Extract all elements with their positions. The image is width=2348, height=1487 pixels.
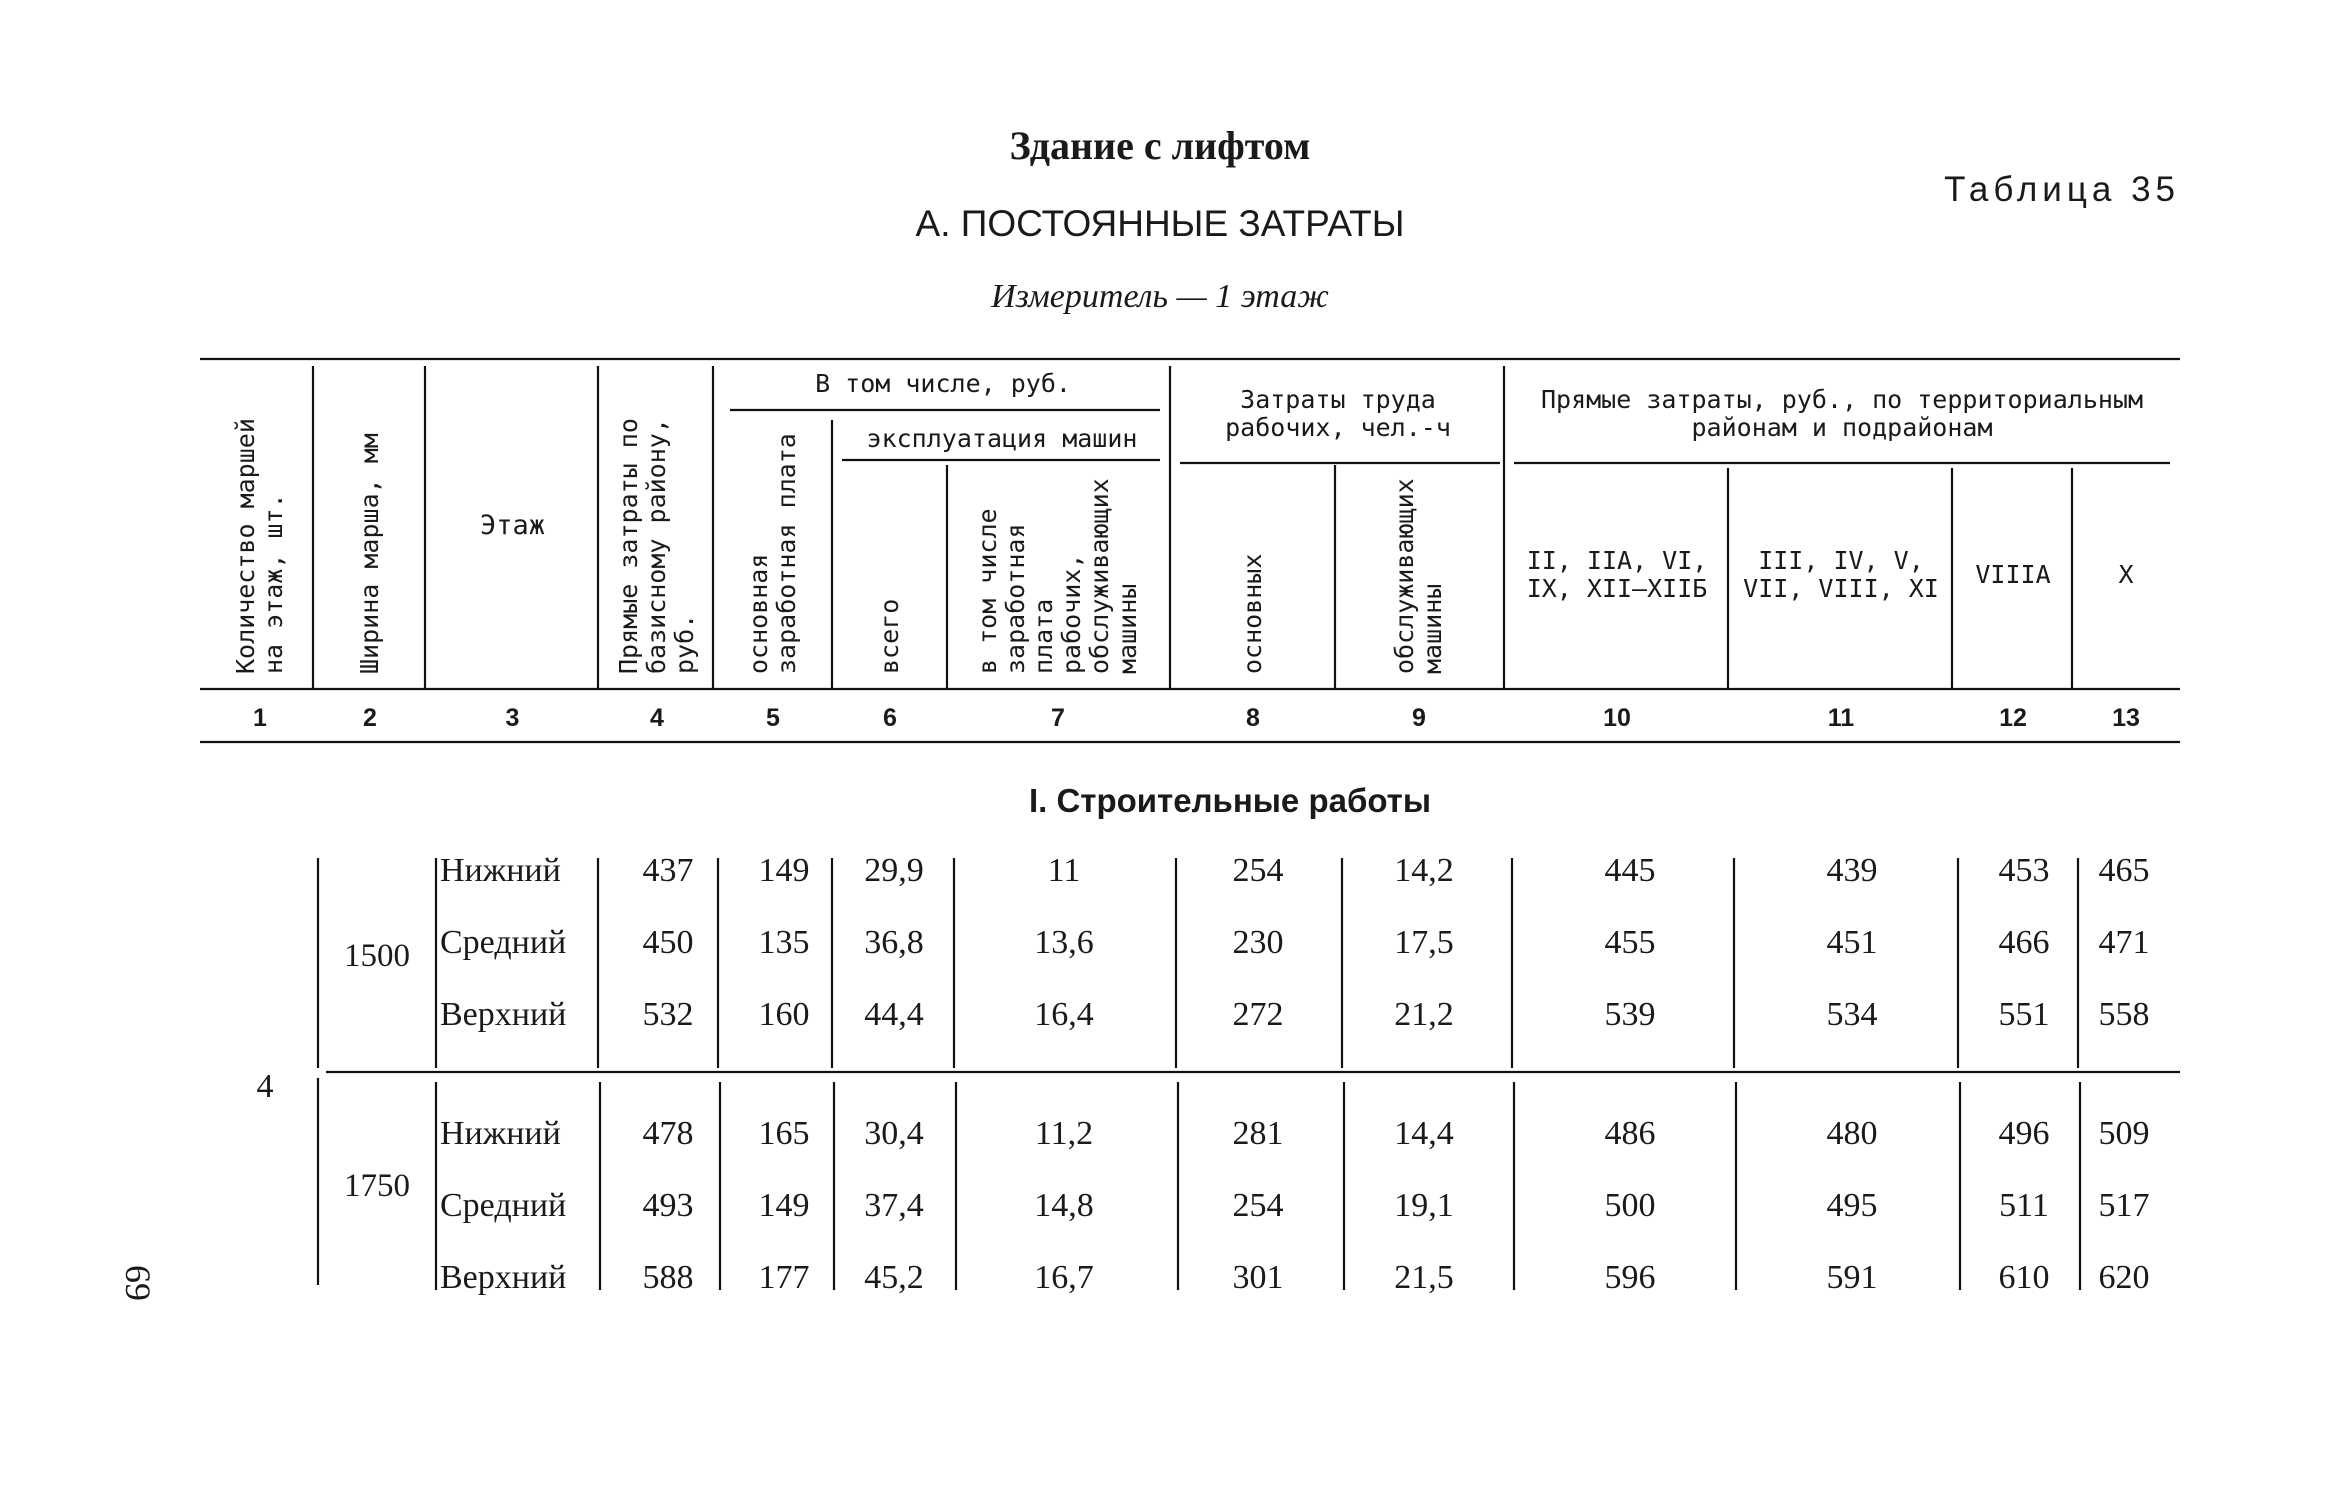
cell-base-cost: 437 <box>642 852 694 889</box>
cell-base-wage: 160 <box>758 996 810 1033</box>
cell-region-2: 480 <box>1826 1115 1878 1152</box>
cell-base-wage: 165 <box>758 1115 810 1152</box>
cell-region-1: 455 <box>1604 924 1656 961</box>
cell-region-2: 451 <box>1826 924 1878 961</box>
floor-cell: Нижний <box>440 1115 561 1152</box>
col-number: 2 <box>363 704 377 732</box>
cell-region-1: 500 <box>1604 1187 1656 1224</box>
cell-region-4: 509 <box>2098 1115 2150 1152</box>
cell-machines-wage: 11 <box>1047 852 1081 889</box>
cell-region-1: 539 <box>1604 996 1656 1033</box>
floor-cell: Верхний <box>440 1259 567 1296</box>
cell-machines-total: 45,2 <box>864 1259 924 1296</box>
cell-region-2: 534 <box>1826 996 1878 1033</box>
cell-region-3: 551 <box>1998 996 2050 1033</box>
cell-machines-wage: 14,8 <box>1034 1187 1094 1224</box>
cell-labor-main: 281 <box>1232 1115 1284 1152</box>
cell-base-wage: 177 <box>758 1259 810 1296</box>
document-subtitle: А. ПОСТОЯННЫЕ ЗАТРАТЫ <box>915 203 1405 244</box>
cell-region-3: 453 <box>1998 852 2050 889</box>
cell-base-wage: 149 <box>758 852 810 889</box>
cell-labor-main: 230 <box>1232 924 1284 961</box>
cell-labor-machines: 19,1 <box>1394 1187 1454 1224</box>
measurement-unit: Измеритель — 1 этаж <box>991 278 1329 315</box>
col-number: 13 <box>2112 704 2140 732</box>
cell-region-1: 445 <box>1604 852 1656 889</box>
march-width-cell: 1500 <box>344 938 410 974</box>
cell-labor-machines: 17,5 <box>1394 924 1454 961</box>
cell-base-cost: 478 <box>642 1115 694 1152</box>
col-group-machines: эксплуатация машин <box>866 424 1138 453</box>
cell-labor-machines: 14,2 <box>1394 852 1454 889</box>
col-number: 5 <box>766 704 780 732</box>
col-header-region-2: III, IV, V, VII, VIII, XI <box>1743 546 1939 603</box>
col-header-base-wage: основная заработная плата <box>744 433 801 674</box>
col-header-region-1: II, IIА, VI, IX, XII—XIIБ <box>1526 546 1708 603</box>
cell-region-3: 496 <box>1998 1115 2050 1152</box>
cell-base-wage: 135 <box>758 924 810 961</box>
cell-machines-total: 30,4 <box>864 1115 924 1152</box>
col-group-labor: Затраты труда рабочих, чел.-ч <box>1225 385 1451 442</box>
col-header-floor: Этаж <box>479 509 546 541</box>
col-number: 7 <box>1051 704 1065 732</box>
floor-cell: Верхний <box>440 996 567 1033</box>
col-number: 8 <box>1246 704 1260 732</box>
col-header-region-3: VIIIА <box>1975 560 2051 589</box>
cell-labor-machines: 14,4 <box>1394 1115 1454 1152</box>
cell-region-4: 620 <box>2098 1259 2150 1296</box>
cell-base-cost: 450 <box>642 924 694 961</box>
col-header-marches-count: Количество маршей на этаж, шт. <box>231 418 288 674</box>
marches-count-cell: 4 <box>256 1068 274 1105</box>
cell-region-4: 517 <box>2098 1187 2150 1224</box>
col-group-regions: Прямые затраты, руб., по территориальным районам и подрайонам <box>1540 385 2144 442</box>
cell-machines-total: 37,4 <box>864 1187 924 1224</box>
cell-machines-total: 36,8 <box>864 924 924 961</box>
cell-labor-main: 254 <box>1232 1187 1284 1224</box>
table-label: Таблица 35 <box>1944 170 2180 209</box>
col-number: 10 <box>1603 704 1631 732</box>
cell-region-4: 558 <box>2098 996 2150 1033</box>
col-header-machines-wage: в том числе заработная плата рабочих, обслуживающих машины <box>973 478 1142 674</box>
cell-labor-machines: 21,2 <box>1394 996 1454 1033</box>
cell-base-wage: 149 <box>758 1187 810 1224</box>
cell-region-4: 471 <box>2098 924 2150 961</box>
page-number: 69 <box>118 1265 158 1301</box>
col-number: 9 <box>1412 704 1426 732</box>
col-header-march-width: Ширина марша, мм <box>355 433 384 674</box>
cell-labor-main: 301 <box>1232 1259 1284 1296</box>
cell-machines-total: 44,4 <box>864 996 924 1033</box>
cell-base-cost: 493 <box>642 1187 694 1224</box>
col-number: 4 <box>650 704 664 732</box>
cell-machines-wage: 13,6 <box>1034 924 1094 961</box>
col-number: 1 <box>253 704 267 732</box>
col-number: 11 <box>1827 704 1855 732</box>
cell-region-2: 495 <box>1826 1187 1878 1224</box>
cell-machines-wage: 16,7 <box>1034 1259 1094 1296</box>
col-header-labor-machines: обслуживающих машины <box>1390 478 1447 674</box>
cell-labor-main: 254 <box>1232 852 1284 889</box>
cell-region-3: 511 <box>1999 1187 2049 1224</box>
col-group-including: В том числе, руб. <box>815 369 1071 398</box>
cell-base-cost: 588 <box>642 1259 694 1296</box>
col-number: 6 <box>883 704 897 732</box>
cell-region-2: 591 <box>1826 1259 1878 1296</box>
floor-cell: Средний <box>440 924 567 961</box>
floor-cell: Нижний <box>440 852 561 889</box>
cell-region-1: 596 <box>1604 1259 1656 1296</box>
cell-region-3: 610 <box>1998 1259 2050 1296</box>
cell-labor-machines: 21,5 <box>1394 1259 1454 1296</box>
cell-region-3: 466 <box>1998 924 2050 961</box>
cell-region-1: 486 <box>1604 1115 1656 1152</box>
cell-region-4: 465 <box>2098 852 2150 889</box>
col-header-base-cost: Прямые затраты по базисному району, руб. <box>614 418 699 674</box>
cell-region-2: 439 <box>1826 852 1878 889</box>
col-number: 3 <box>505 704 520 732</box>
col-number: 12 <box>1999 704 2027 732</box>
cell-machines-wage: 16,4 <box>1034 996 1094 1033</box>
floor-cell: Средний <box>440 1187 567 1224</box>
section-title: I. Строительные работы <box>1028 782 1432 819</box>
march-width-cell: 1750 <box>344 1168 410 1204</box>
cell-machines-wage: 11,2 <box>1034 1115 1094 1152</box>
document-title: Здание с лифтом <box>1009 123 1311 168</box>
col-header-region-4: X <box>2118 560 2134 589</box>
col-header-machines-total: всего <box>875 598 904 674</box>
cell-labor-main: 272 <box>1232 996 1284 1033</box>
cell-machines-total: 29,9 <box>864 852 924 889</box>
cell-base-cost: 532 <box>642 996 694 1033</box>
col-header-labor-main: основных <box>1238 553 1267 674</box>
